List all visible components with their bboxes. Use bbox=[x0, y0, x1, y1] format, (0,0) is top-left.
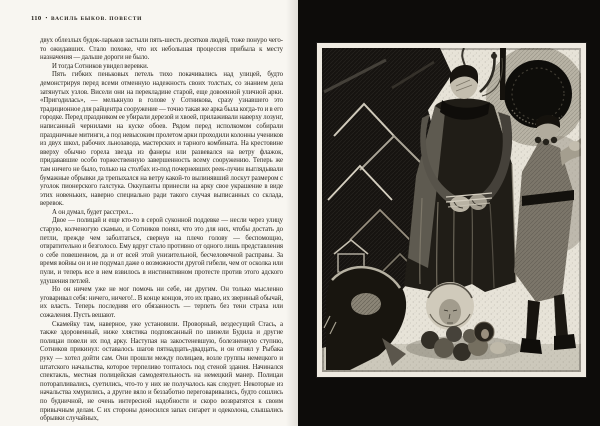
body-text bbox=[40, 37, 283, 424]
paragraph: двух облезлых будок-ларьков застыли пять-шесть десятков людей, тоже понуро чего-то ожидавших. Стало похоже, что их небольшая процессия прибыла к месту назначения — дальше дороги не было. bbox=[40, 37, 283, 62]
illustration-plate bbox=[317, 43, 586, 377]
paragraph: Пять гибких пеньковых петель тихо покачивались над улицей, будто демонстрируя перед всеми отменную надежность своих толстых, со знанием дела затянутых узлов. Висели они на перекладине старой, еще довоенной уличной арки. «Пригодилась», — мелькнуло в голове у Сотникова, сразу узнавшего это традиционное для райцентра сооружение — точно такая же арка была когда-то и в его городке. Перед праздником ее убирали дерезой и хвоей, прилаживали наверху лозунг, написанный чернилами на куске обоев. Рядом перед исполкомом собирали праздничные митинги, а под невысоким пролетом арки проходили колонны учеников из двух школ, рабочих льнозавода, мастерских и тарного комбината. На крестовине вверху обычно горела звезда из фанеры или развевался на ветру флажок, придававшие особо торжественную завершенность всему сооружению. Теперь же там ничего не было, только на столбах из-под почерневших реек-лучин выглядывали бумажные обрывки да трепыхался на ветру какой-то вылинявший лоскут размером с уголок пионерского галстука. Оккупанты принесли на арку свое украшение в виде этих новеньких, наверно специально ради такого случая выписанных со склада, веревок. bbox=[40, 71, 283, 208]
paragraph: Но он ничем уже не мог помочь ни себе, ни другим. Он только мысленно уговаривал себя: ничего, ничего!.. В конце концов, это их право, их звериный обычай, их власть. Теперь последняя его обязанность — терпеть без тени страха или сожаления. Пусть вешают. bbox=[40, 286, 283, 319]
paragraph: Двое — полицай и еще кто-то в серой суконной поддевке — несли через улицу старую, колченогую скамью, и Сотников понял, что это для них, чтобы достать до петли, прежде чем заболтаться, свернув на плечо голову — беспомощно, отвратительно и безголосо. Ему вдруг стало противно от одного лишь представления о себе повешенном, да и от всей этой унизительной, бесчеловечной расправы. За время войны он и не подумал даже о возможности другой гибели, чем от осколка или пули, и теперь все в нем взвилось в инстинктивном протесте против этого адского удушения петлей. bbox=[40, 217, 283, 285]
running-header bbox=[31, 15, 142, 22]
bent-woman bbox=[324, 266, 406, 370]
header-bullet-icon: ▪ bbox=[45, 14, 48, 20]
right-page bbox=[298, 0, 600, 426]
woodcut-illustration bbox=[322, 48, 581, 372]
paragraph: И тогда Сотников увидел веревки. bbox=[52, 62, 149, 70]
running-header-title: ВАСИЛЬ БЫКОВ. ПОВЕСТИ bbox=[51, 15, 143, 22]
gutter-shadow bbox=[286, 0, 298, 426]
page-number: 110 bbox=[31, 15, 42, 22]
paragraph: Скамейку там, наверное, уже установили. Проворный, вездесущий Стась, а также здоровенный, ниже хлястика подпоясанный по шинели Будила и другие полицаи повели их под арку. Наступая на закостеневшую, болезненную ступню, Сотников прикинул: оставалось шагов пятнадцать-двадцать, и он отнял у Рыбака руку — хотел дойти сам. Они прошли между полицаев, возле группы немецкого и штатского начальства, которое терпеливо топталось под стеной здания. Начинался спектакль, местная полицейская самодеятельность на немецкий манер. Полицаи поторапливались, суетились, что-то у них не получалось как следует. Некоторые из начальства хмурились, а другие вяло и беззаботно переговаривались, будто сошлись по будничной, не очень интересной надобности и скоро возвратятся к своим привычным делам. С их стороны доносился запах сигарет и одеколона, слышались обрывки случайных, bbox=[40, 320, 283, 423]
paragraph: А он думал, будет расстрел... bbox=[52, 208, 134, 216]
left-page bbox=[0, 0, 298, 426]
